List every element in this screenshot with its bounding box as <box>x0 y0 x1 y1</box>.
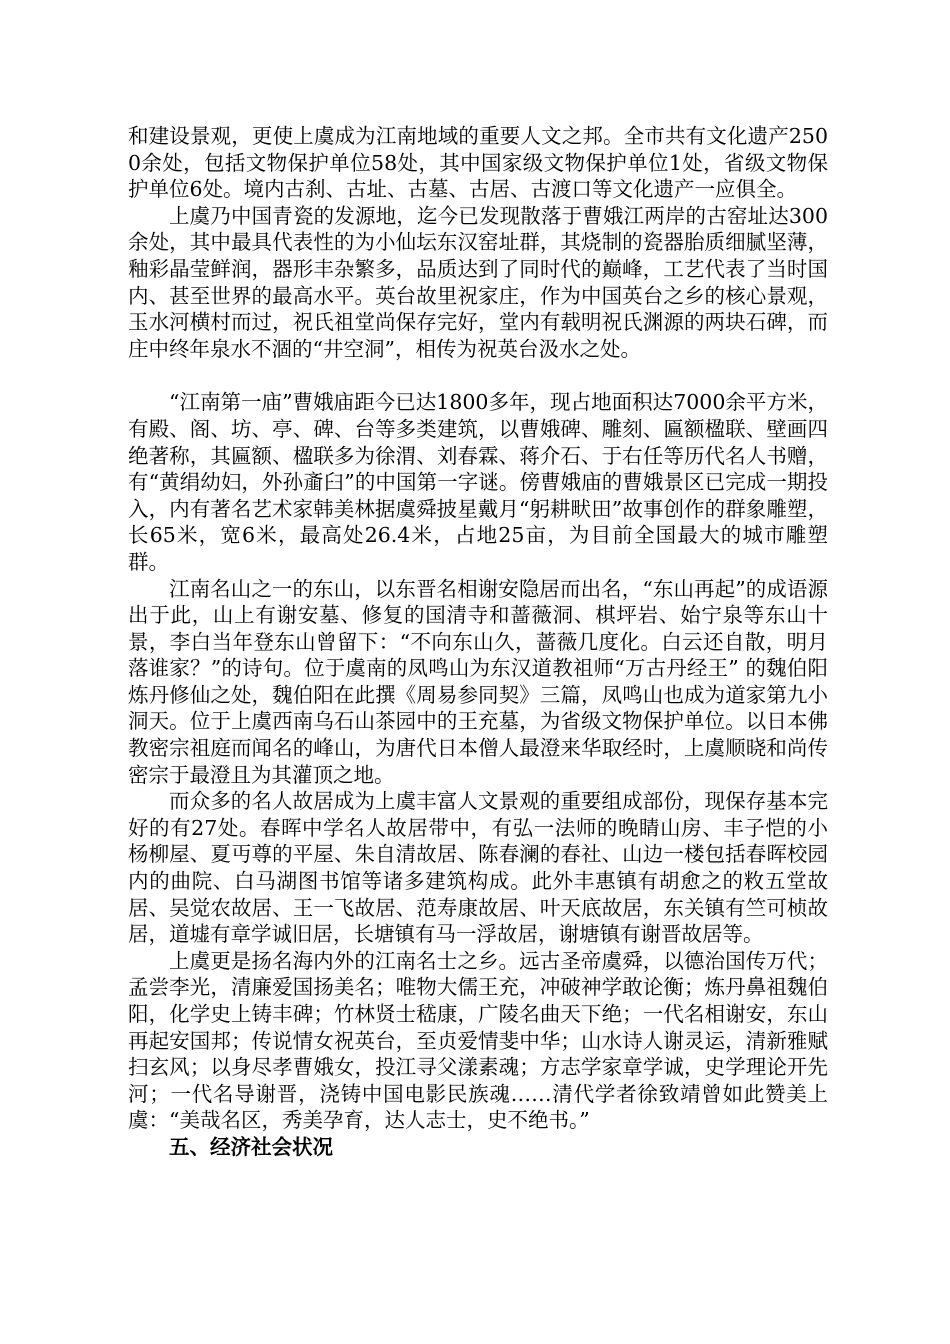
paragraph-celadon-origin: 上虞乃中国青瓷的发源地，迄今已发现散落于曹娥江两岸的古窑址达300余处，其中最具代表性的为小仙坛东汉窑址群，其烧制的瓷器胎质细腻坚薄，釉彩晶莹鲜润，器形丰杂繁多，品质达到了同时代的巅峰，工艺代表了当时国内、甚至世界的最高水平。英台故里祝家庄，作为中国英台之乡的核心景观，玉水河横村而过，祝氏祖堂尚保存完好，堂内有载明祝氏渊源的两块石碑，而庄中终年泉水不涸的“井空洞”，相传为祝英台汲水之处。 <box>128 203 828 361</box>
paragraph-cao-e-temple: “江南第一庙”曹娥庙距今已达1800多年，现占地面积达7000余平方米，有殿、阁、坊、亭、碑、台等多类建筑，以曹娥碑、雕刻、匾额楹联、壁画四绝著称，其匾额、楹联多为徐渭、刘春霖、蒋介石、于右任等历代名人书赠，有“黄绢幼妇，外孙齑臼”的中国第一字谜。傍曹娥庙的曹娥景区已完成一期投入，内有著名艺术家韩美林据虞舜披星戴月“躬耕畎田”故事创作的群象雕塑，长65米，宽6米，最高处26.4米，占地25亩，为目前全国最大的城市雕塑群。 <box>128 390 828 574</box>
paragraph-famous-people: 上虞更是扬名海内外的江南名士之乡。远古圣帝虞舜，以德治国传万代；孟尝李光，清廉爱国扬美名；唯物大儒王充，冲破神学敢论衡；炼丹鼻祖魏伯阳，化学史上铸丰碑；竹林贤士嵇康，广陵名曲天下绝；一代名相谢安，东山再起安国邦；传说情女祝英台，至贞爱情斐中华；山水诗人谢灵运，清新雅赋扫玄风；以身尽孝曹娥女，投江寻父漾素魂；方志学家章学诚，史学理论开先河；一代名导谢晋，浇铸中国电影民族魂……清代学者徐致靖曾如此赞美上虞：“美哉名区，秀美孕育，达人志士，史不绝书。” <box>128 948 828 1133</box>
paragraph-dongshan-mountain: 江南名山之一的东山，以东晋名相谢安隐居而出名，“东山再起”的成语源出于此，山上有谢安墓、修复的国清寺和蔷薇洞、棋坪岩、始宁泉等东山十景，李白当年登东山曾留下：“不向东山久，蔷薇几度化。白云还自散，明月落谁家？”的诗句。位于虞南的凤鸣山为东汉道教祖师“万古丹经王” 的魏伯阳炼丹修仙之处，魏伯阳在此撰《周易参同契》三篇，凤鸣山也成为道家第九小洞天。位于上虞西南乌石山茶园中的王充墓，为省级文物保护单位。以日本佛教密宗祖庭而闻名的峰山，为唐代日本僧人最澄来华取经时，上虞顺晓和尚传密宗于最澄且为其灌顶之地。 <box>128 576 828 787</box>
document-page <box>128 123 828 1161</box>
paragraph-spacer <box>128 362 828 389</box>
section-heading-economy: 五、经济社会状况 <box>169 1134 333 1159</box>
paragraph-cultural-heritage: 和建设景观，更使上虞成为江南地域的重要人文之邦。全市共有文化遗产2500余处，包括文物保护单位58处，其中国家级文物保护单位1处，省级文物保护单位6处。境内古刹、古址、古墓、古居、古渡口等文化遗产一应俱全。 <box>128 124 828 202</box>
paragraph-former-residences: 而众多的名人故居成为上虞丰富人文景观的重要组成部份，现保存基本完好的有27处。春晖中学名人故居带中，有弘一法师的晚睛山房、丰子恺的小杨柳屋、夏丏尊的平屋、朱自清故居、陈春澜的春社、山边一楼包括春晖校园内的曲院、白马湖图书馆等诸多建筑构成。此外丰惠镇有胡愈之的敉五堂故居、吴觉农故居、王一飞故居、范寿康故居、叶天底故居，东关镇有竺可桢故居，道墟有章学诚旧居，长塘镇有马一浮故居，谢塘镇有谢晋故居等。 <box>128 789 828 947</box>
